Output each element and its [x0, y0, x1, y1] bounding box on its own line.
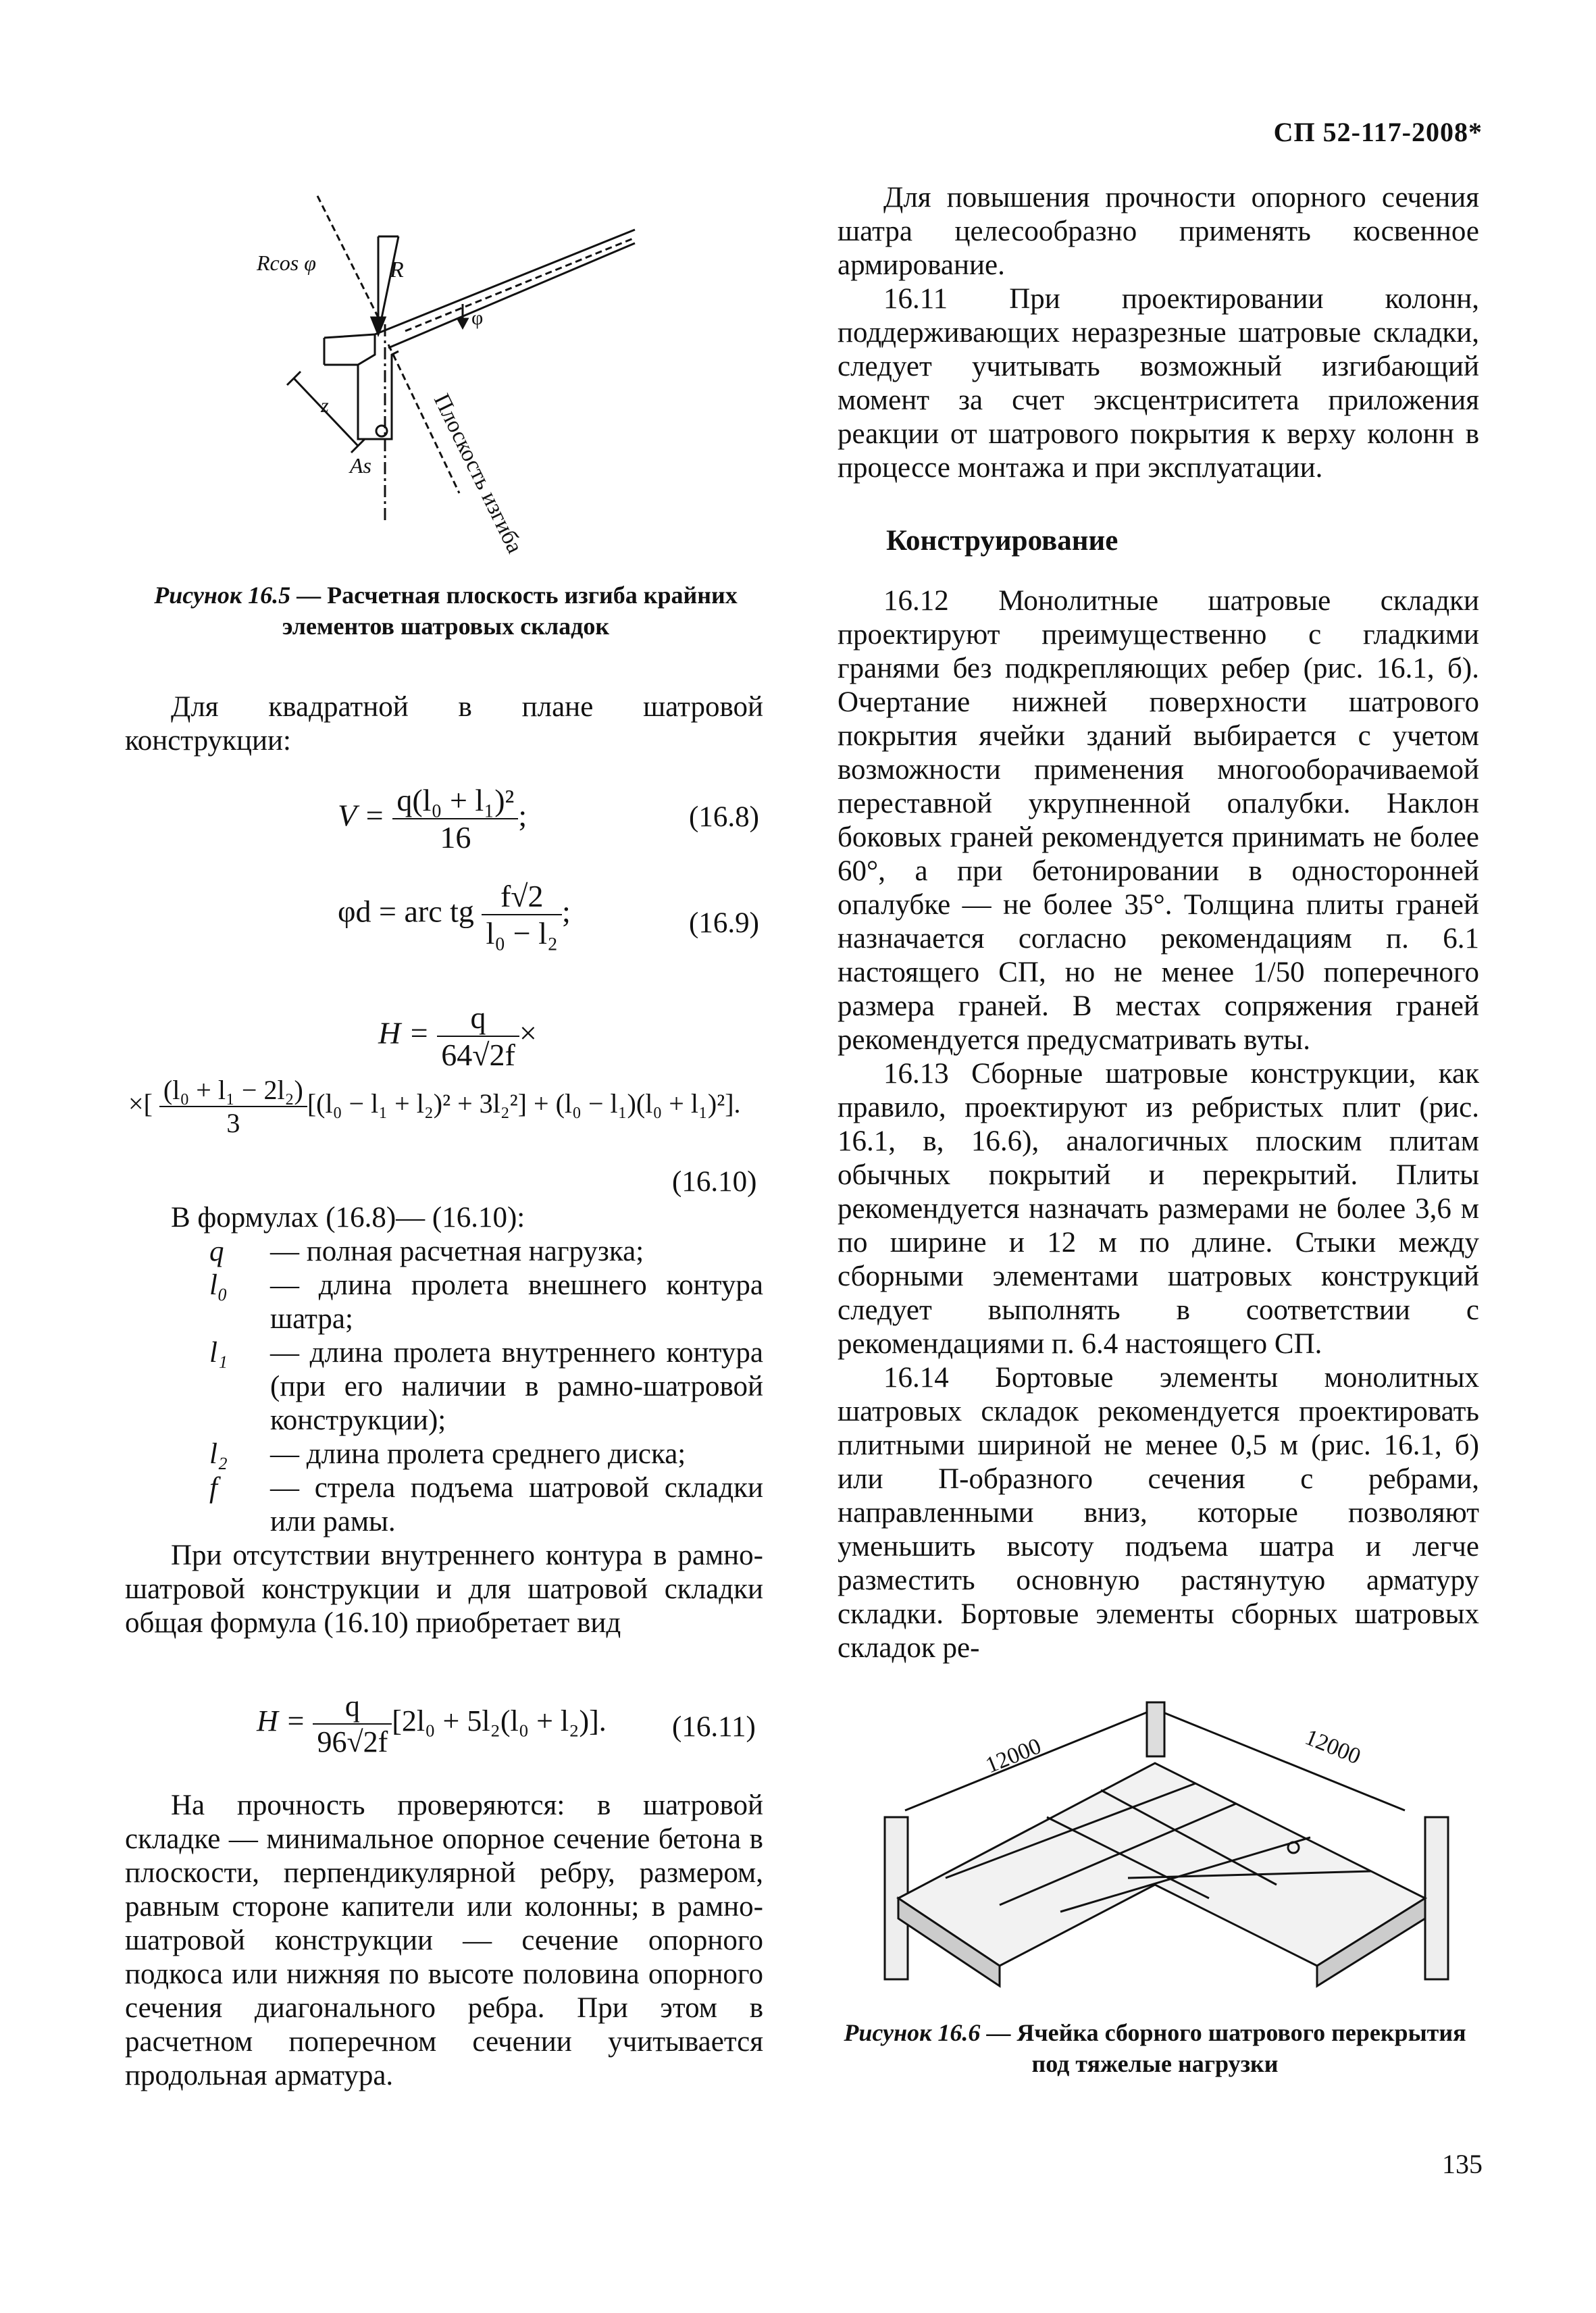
- bending-plane-label: Плоскость изгиба: [428, 390, 527, 557]
- formula-16-10-line2: ×[ $\frac{\text{(l₀ + l₁ − 2l₂)}}{3}$ [(l₀ − l₁ + l₂)² + 3l₂²] + (l₀ − l₁)(l₀ + l₁)²].: [128, 1075, 741, 1138]
- paragraph-reinforcement: Для повышения прочности опорного сечения шатра целесообразно применять косвенное армирование.: [838, 182, 1479, 281]
- formula-16-8: V = $\frac{\text{q(l₀ + l₁)²}}{16}$ ;: [338, 783, 527, 855]
- figure-16-6-caption: [831, 2017, 1479, 2079]
- caption-prefix: Рисунок 16.6: [844, 2019, 981, 2046]
- z-label: z: [321, 395, 329, 417]
- figure-16-5: [257, 189, 527, 561]
- rcos-label: Rcos φ: [257, 251, 316, 275]
- document-code: СП 52-117-2008*: [1273, 117, 1483, 147]
- dimension-label-left: 12000: [982, 1733, 1045, 1779]
- paragraph-absent-contour: При отсутствии внутреннего контура в рамно-шатровой конструкции и для шатровой складки общая формула (16.10) приобретает вид: [125, 1540, 763, 1639]
- r-label: R: [390, 257, 404, 282]
- figure-16-5-caption: [122, 580, 770, 642]
- phi-label: φ: [471, 307, 484, 329]
- formula-number-16-11: (16.11): [672, 1711, 756, 1743]
- paragraph-strength: На прочность проверяются: в шатровой складке — минимальное опорное сечение бетона в плоскости, перпендикулярной ребру, размером, равным стороне капители или колонны; в рамно-шатровой конструкции — сечение опорного подкоса или нижняя по высоте половина опорного сечения диагонального ребра. При этом в расчетном поперечном сечении учитывается продольная арматура.: [125, 1789, 763, 2091]
- page-number: 135: [1442, 2149, 1483, 2179]
- formula-16-9: φd = arc tg $\frac{f√2}{\text{l₀ − l₂}}$ ;: [338, 879, 571, 950]
- caption-text: — Расчетная плоскость изгиба крайних элементов шатровых складок: [282, 582, 738, 640]
- as-label: As: [350, 453, 371, 478]
- formula-16-11: H = $\frac{q}{96√2f}$ [2l₀ + 5l₂(l₀ + l₂)].: [257, 1689, 607, 1758]
- definition-q: q — полная расчетная нагрузка;: [209, 1236, 644, 1267]
- paragraph-16-11: 16.11 При проектировании колонн, поддерживающих неразрезные шатровые складки, следует учитывать возможный изгибающий момент за счет эксцентриситета приложения реакции от шатрового покрытия к верху колонн в процессе монтажа и при эксплуатации.: [838, 283, 1479, 484]
- caption-prefix: Рисунок 16.5: [154, 582, 291, 609]
- definition-l1: l₁ — длина пролета внутреннего контура (при его наличии в рамно-шатровой конструкции);: [209, 1337, 763, 1436]
- formula-number-16-10: (16.10): [672, 1166, 757, 1198]
- paragraph-16-14: 16.14 Бортовые элементы монолитных шатровых складок рекомендуется проектировать плитными шириной не менее 0,5 м (рис. 16.1, б) или П-образного сечения с ребрами, направленными вниз, которые позволяют уменьшить высоту подъема шатра и легче разместить основную растянутую арматуру складки. Бортовые элементы сборных шатровых складок ре-: [838, 1362, 1479, 1664]
- paragraph-16-12: 16.12 Монолитные шатровые складки проектируют преимущественно с гладкими гранями без подкрепляющих ребер (рис. 16.1, б). Очертание нижней поверхности шатрового покрытия ячейки зданий выбирается с учетом возможности применения многооборачиваемой переставной укрупненной опалубки. Наклон боковых граней рекомендуется принимать не более 60°, а при бетонировании в односторонней опалубке — не более 35°. Толщина плиты граней назначается согласно рекомендациям п. 6.1 настоящего СП, но не менее 1/50 поперечного размера граней. В местах сопряжения граней рекомендуется предусматривать вуты.: [838, 585, 1479, 1056]
- definition-f: f — стрела подъема шатровой складки или рамы.: [209, 1472, 763, 1537]
- section-heading: Конструирование: [886, 525, 1118, 557]
- formula-16-10-line1: H = $\frac{q}{64√2f}$ ×: [378, 1000, 537, 1072]
- formula-number-16-9: (16.9): [689, 907, 759, 939]
- definition-l0: l₀ — длина пролета внешнего контура шатра;: [209, 1269, 763, 1335]
- figure-16-6: [844, 1682, 1479, 2006]
- intro-paragraph: Для квадратной в плане шатровой конструкции:: [125, 691, 763, 757]
- dimension-label-right: 12000: [1302, 1725, 1364, 1770]
- definition-l2: l₂ — длина пролета среднего диска;: [209, 1438, 686, 1470]
- paragraph-16-13: 16.13 Сборные шатровые конструкции, как правило, проектируют из ребристых плит (рис. 16.1, в, 16.6), аналогичных плоским плитам обычных покрытий и перекрытий. Плиты рекомендуется назначать размерами не более 3,6 м по ширине и 12 м по длине. Стыки между сборными элементами шатровых конструкций следует выполнять в соответствии с рекомендациями п. 6.4 настоящего СП.: [838, 1058, 1479, 1360]
- in-formulas-line: В формулах (16.8)— (16.10):: [171, 1202, 525, 1234]
- caption-text: — Ячейка сборного шатрового перекрытия под тяжелые нагрузки: [980, 2019, 1466, 2077]
- formula-number-16-8: (16.8): [689, 801, 759, 833]
